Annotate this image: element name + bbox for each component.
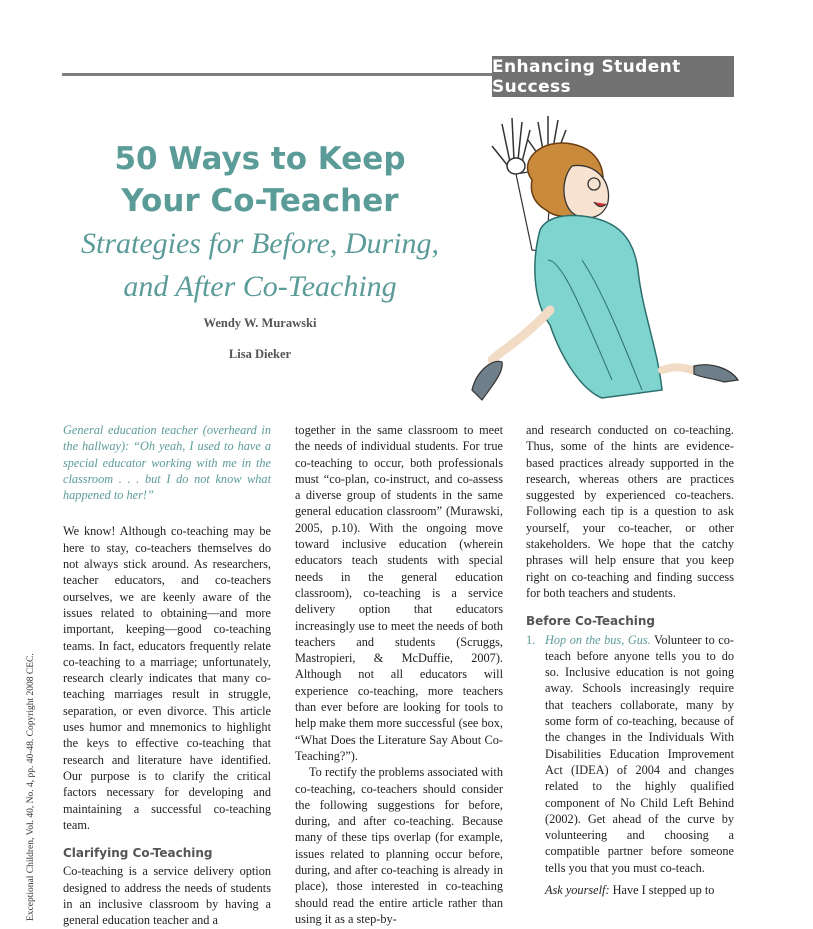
- title-line-1: 50 Ways to Keep: [114, 141, 406, 177]
- author-murawski: Wendy W. Murawski: [203, 316, 317, 330]
- author-dieker: Lisa Dieker: [228, 347, 292, 361]
- research-paragraph: and research conducted on co-teaching. Thus, some of the hints are evidence-based practices already supported in the research, whereas others are practices suggested by experienced co-teachers. Following each tip is a question to ask yourself, your co-teacher, or other stakeholders. We hope that the catchy phrases will help ensure that you keep right on co-teaching and finding success for both teachers and students.: [526, 423, 734, 600]
- dress: [535, 216, 662, 398]
- article-subtitle: [50, 222, 470, 308]
- header-rule: [62, 73, 494, 76]
- heading-clarifying-co-teaching: Clarifying Co-Teaching: [63, 846, 213, 861]
- title-line-2: Your Co-Teacher: [121, 183, 399, 219]
- column-3: [526, 422, 734, 898]
- back-shoe: [472, 361, 502, 400]
- front-shoe: [694, 365, 738, 382]
- clarifying-paragraph: Co-teaching is a service delivery option designed to address the needs of students in an inclusive classroom by having a general education teacher and a: [63, 864, 271, 928]
- back-leg: [492, 310, 550, 360]
- left-hand: [492, 118, 530, 174]
- opening-quote: General education teacher (overheard in the hallway): “Oh yeah, I used to have a special educator working with me in the classroom . . . but I do not know what happened to her!”: [63, 423, 271, 503]
- front-leg: [662, 367, 698, 372]
- section-banner: Enhancing Student Success: [492, 56, 734, 97]
- tip-1-number: 1.: [526, 632, 536, 647]
- subtitle-line-2: and After Co-Teaching: [123, 270, 397, 303]
- sidebar-citation: Exceptional Children, Vol. 40, No. 4, pp. 40-48. Copyright 2008 CEC.: [26, 653, 36, 921]
- running-teacher-illustration: [462, 110, 742, 410]
- tip-1-name: Hop on the bus, Gus.: [545, 632, 651, 647]
- ask-yourself-text: Have I stepped up to: [609, 883, 715, 898]
- column-1: [63, 422, 271, 929]
- definition-paragraph: together in the same classroom to meet the needs of individual students. For true co-teaching to occur, both professionals must “co-plan, co-instruct, and co-assess a diverse group of students in the same general education classroom” (Murawski, 2005, p.10). With the ongoing move toward inclusive education (wherein educators teach students with special needs in the general education classroom), co-teaching is a service delivery option that educators increasingly use to meet the needs of both teachers and students (Scruggs, Mastropieri, & McDuffie, 2007). Although not all educators will experience co-teaching, more teachers than ever before are looking for tools to help make them more successful (see box, “What Does the Literature Say About Co-Teaching?”).: [295, 423, 503, 763]
- heading-before-co-teaching: Before Co-Teaching: [526, 614, 655, 629]
- ask-yourself-label: Ask yourself:: [545, 883, 610, 898]
- tip-1-text: Volunteer to co-teach before anyone tells you to do so. Inclusive education is not going away. Schools increasingly require that teachers collaborate, many by some form of co-teaching, because of the changes in the Individuals With Disabilities Education Improvement Act (IDEA) of 2004 and changes related to the highly qualified component of No Child Left Behind (2002). Get ahead of the curve by volunteering and choosing a compatible partner before someone tells you that you must co-teach.: [545, 632, 734, 875]
- subtitle-line-1: Strategies for Before, During,: [80, 227, 440, 260]
- tip-1: [526, 632, 734, 876]
- rectify-paragraph: To rectify the problems associated with co-teaching, co-teachers should consider the following suggestions for before, during, and after co-teaching. Because many of these tips overlap (for example, issues related to planning occur before, during, and after co-teaching is already in place), those interested in co-teaching should read the entire article rather than using it as a step-by-: [295, 765, 503, 926]
- article-title: [60, 138, 460, 222]
- tip-1-question: [526, 882, 734, 898]
- column-2: [295, 422, 503, 927]
- intro-paragraph: We know! Although co-teaching may be here to stay, co-teachers themselves do not always stick around. As researchers, teacher educators, and co-teachers ourselves, we are keenly aware of the issues related to obtaining—and more important, keeping—good co-teaching teams. In fact, educators frequently relate co-teaching to a marriage; unfortunately, research clearly indicates that many co-teaching marriages result in struggle, separation, or even divorce. This article uses humor and mnemonics to highlight the keys to effective co-teaching that research and literature have identified. Our purpose is to clarify the critical factors necessary for developing and maintaining a successful co-teaching team.: [63, 524, 271, 832]
